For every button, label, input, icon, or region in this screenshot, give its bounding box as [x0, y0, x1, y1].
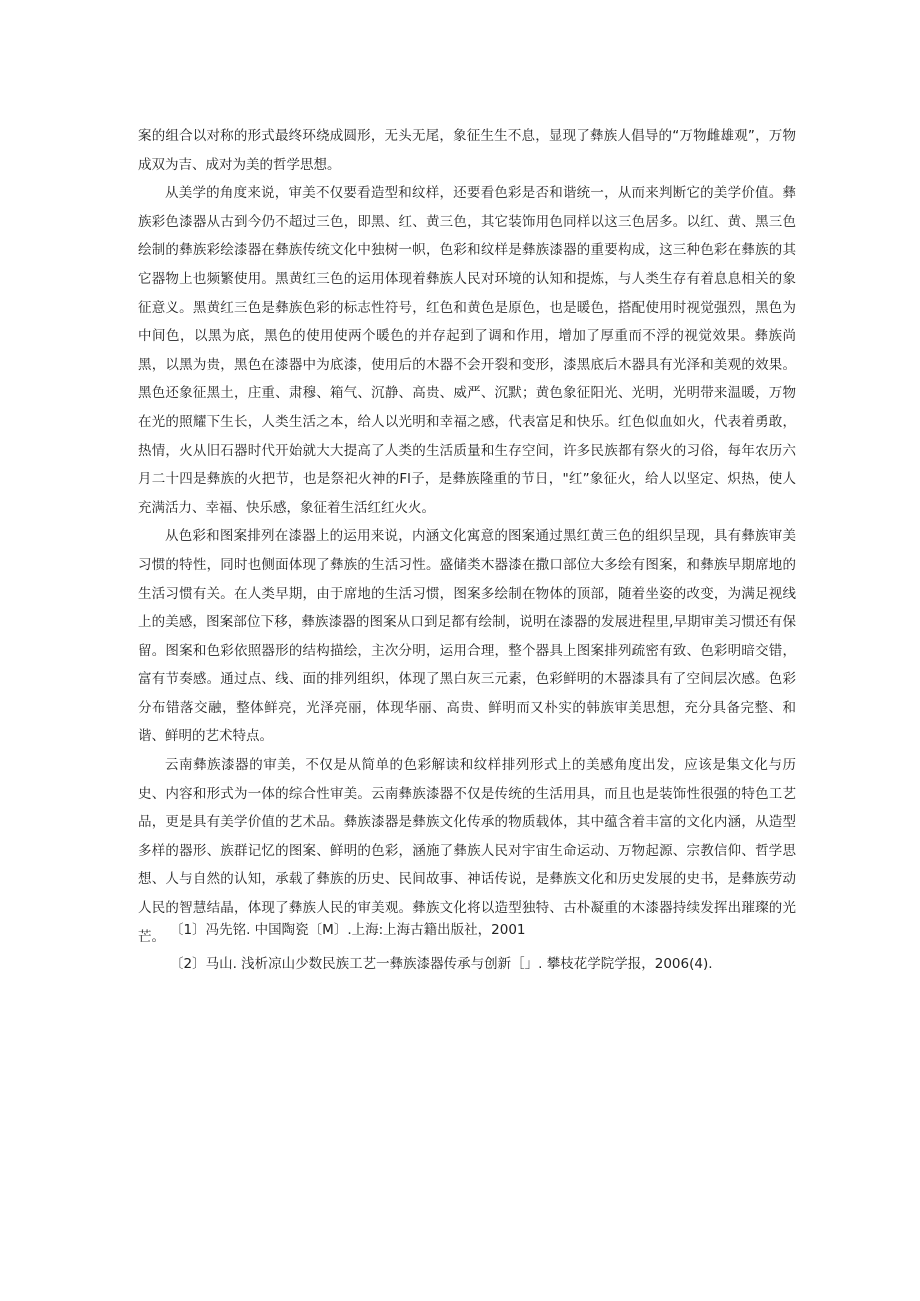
- reference-item: 〔2〕马山. 浅析凉山少数民族工艺一彝族漆器传承与创新［」. 攀枝花学院学报，2006(4).: [170, 956, 713, 972]
- paragraph-continuation: 案的组合以对称的形式最终环绕成圆形，无头无尾，象征生生不息，显现了彝族人倡导的“万物雌雄观”，万物成双为吉、成对为美的哲学思想。: [138, 128, 796, 173]
- paragraph-pattern-arrangement: 从色彩和图案排列在漆器上的运用来说，内涵文化寓意的图案通过黑红黄三色的组织呈现，具有彝族审美习惯的特性，同时也侧面体现了彝族的生活习性。盛储类木器漆在撒口部位大多绘有图案，和彝族早期席地的生活习惯有关。在人类早期，由于席地的生活习惯，图案多绘制在物体的顶部，随着坐姿的改变，为满足视线上的美感，图案部位下移，彝族漆器的图案从口到足都有绘制，说明在漆器的发展进程里,早期审美习惯还有保留。图案和色彩依照器形的结构描绘，主次分明，运用合理，整个器具上图案排列疏密有致、色彩明暗交错，富有节奏感。通过点、线、面的排列组织，体现了黑白灰三元素，色彩鲜明的木器漆具有了空间层次感。色彩分布错落交融，整体鲜亮，光泽亮丽，体现华丽、高贵、鲜明而又朴实的韩族审美思想，充分具备完整、和谐、鲜明的艺术特点。: [138, 528, 796, 745]
- reference-item: 〔1〕冯先铭. 中国陶瓷〔M〕.上海:上海古籍出版社，2001: [170, 922, 526, 938]
- paragraph-conclusion: 云南彝族漆器的审美，不仅是从简单的色彩解读和纹样排列形式上的美感角度出发，应该是集文化与历史、内容和形式为一体的综合性审美。云南彝族漆器不仅是传统的生活用具，而且也是装饰性很强的特色工艺品，更是具有美学价值的艺术品。彝族漆器是彝族文化传承的物质载体，其中蕴含着丰富的文化内涵，从造型多样的器形、族群记忆的图案、鲜明的色彩，涵施了彝族人民对宇宙生命运动、万物起源、宗教信仰、哲学思想、人与自然的认知，承载了彝族的历史、民间故事、神话传说，是彝族文化和历史发展的史书，是彝族劳动人民的智慧结晶，体现了彝族人民的审美观。彝族文化将以造型独特、古朴凝重的木漆器持续发挥出璀璨的光芒。: [138, 757, 796, 945]
- article-body: [138, 122, 796, 951]
- paragraph-color-aesthetics: 从美学的角度来说，审美不仅要看造型和纹样，还要看色彩是否和谐统一，从而来判断它的美学价值。彝族彩色漆器从古到今仍不超过三色，即黑、红、黄三色，其它装饰用色同样以这三色居多。以红、黄、黑三色绘制的彝族彩绘漆器在彝族传统文化中独树一帜，色彩和纹样是彝族漆器的重要构成，这三种色彩在彝族的其它器物上也频繁使用。黑黄红三色的运用体现着彝族人民对环境的认知和提炼，与人类生存有着息息相关的象征意义。黑黄红三色是彝族色彩的标志性符号，红色和黄色是原色，也是暖色，搭配使用时视觉强烈，黑色为中间色，以黑为底，黑色的使用使两个暖色的并存起到了调和作用，增加了厚重而不浮的视觉效果。彝族尚黑，以黑为贵，黑色在漆器中为底漆，使用后的木器不会开裂和变形，漆黑底后木器具有光泽和美观的效果。黑色还象征黑土，庄重、肃穆、箱气、沉静、高贵、威严、沉默；黄色象征阳光、光明，光明带来温暖，万物在光的照耀下生长，人类生活之本，给人以光明和幸福之感，代表富足和快乐。红色似血如火，代表着勇敢，热情，火从旧石器时代开始就大大提高了人类的生活质量和生存空间，许多民族都有祭火的习俗，每年农历六月二十四是彝族的火把节，也是祭祀火神的Fl子，是彝族隆重的节日，"红”象征火，给人以坚定、炽热，使人充满活力、幸福、快乐感，象征着生活红红火火。: [138, 185, 796, 516]
- references-list: [170, 920, 790, 988]
